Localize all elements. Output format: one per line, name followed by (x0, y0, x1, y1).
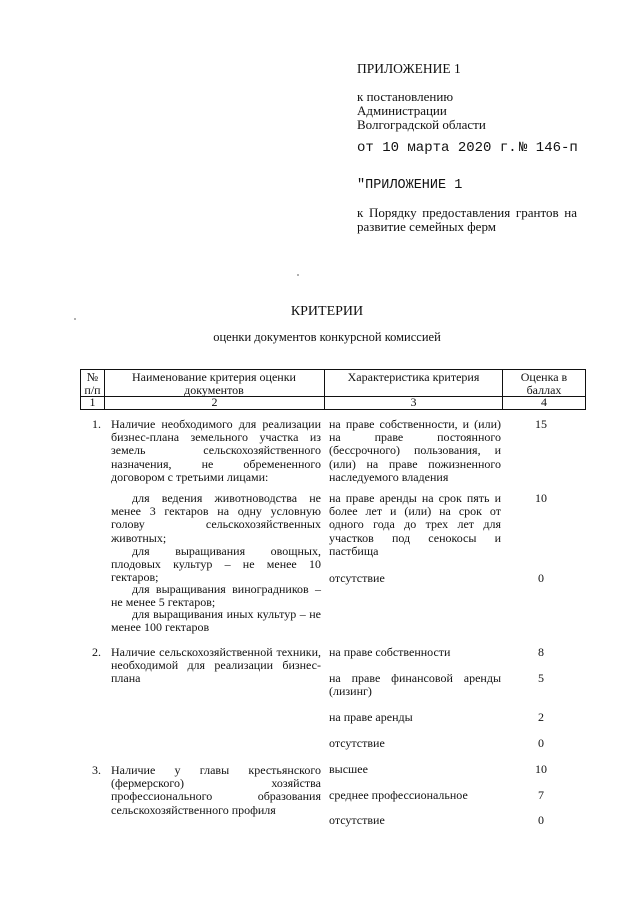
row-2-option-1: на праве собственности (329, 645, 451, 659)
table-right-border (585, 369, 586, 410)
column-header-characteristic: Характеристика критерия (347, 370, 480, 384)
decree-line-1: к постановлению (357, 89, 454, 104)
page-subtitle: оценки документов конкурсной комиссией (213, 330, 441, 344)
row-3-score-2: 7 (538, 788, 544, 802)
decree-line-3: Волгоградской области (357, 117, 486, 132)
procedure-reference: к Порядку предоставления грантов на развитие семейных ферм (357, 205, 577, 234)
decree-line-2: Администрации (357, 103, 447, 118)
column-number-3: 3 (410, 395, 417, 409)
row-1-option-1: на праве собственности, и (или) на праве постоянного (бессрочного) пользования, и (или) на праве пожизненного наследуемого владения (329, 417, 501, 484)
row-2-option-3: на праве аренды (329, 710, 413, 724)
column-header-criterion: Наименование критерия оценки документов (132, 370, 296, 398)
row-3-score-1: 10 (535, 762, 547, 776)
row-3-option-3: отсутствие (329, 813, 385, 827)
row-2-option-2: на праве финансовой аренды (лизинг) (329, 671, 501, 699)
appendix-label: ПРИЛОЖЕНИЕ 1 (357, 61, 461, 76)
decree-date: от 10 марта 2020 г. (357, 140, 517, 156)
column-number-4: 4 (541, 395, 547, 409)
row-3-score-3: 0 (538, 813, 544, 827)
row-1-number: 1. (92, 417, 101, 431)
row-1-option-2: на праве аренды на срок пять и более лет и (или) на срок от одного года до трех лет для участков под сенокосы и пастбища (329, 491, 501, 558)
row-1-score-2: 10 (535, 491, 547, 505)
row-1-criterion: Наличие необходимого для реализации бизнес-плана земельного участка из земель сельскохозяйственного назначения, не обремененного договором с третьими лицами: (111, 417, 321, 484)
row-3-option-1: высшее (329, 762, 368, 776)
row-1-note-3: для выращивания виноградников – не менее 5 гектаров; (111, 582, 321, 610)
row-2-criterion: Наличие сельскохозяйственной техники, необходимой для реализации бизнес-плана (111, 645, 321, 686)
column-header-num: № п/п (84, 370, 101, 398)
row-1-score-1: 15 (535, 417, 547, 431)
row-2-score-4: 0 (538, 736, 544, 750)
scan-speck (74, 318, 76, 320)
row-1-score-3: 0 (538, 571, 544, 585)
scan-speck (297, 274, 299, 276)
row-1-note-1: для ведения животноводства не менее 3 гектаров на одну условную голову сельскохозяйственных животных; (111, 491, 321, 545)
row-2-score-3: 2 (538, 710, 544, 724)
row-2-number: 2. (92, 645, 101, 659)
column-header-score: Оценка в баллах (520, 370, 568, 398)
row-2-score-1: 8 (538, 645, 544, 659)
row-3-option-2: среднее профессиональное (329, 788, 468, 802)
row-3-criterion: Наличие у главы крестьянского (фермерского) хозяйства профессионального образования сельскохозяйственного профиля (111, 763, 321, 817)
appendix-quote: "ПРИЛОЖЕНИЕ 1 (357, 178, 463, 193)
decree-number: № 146-п (519, 140, 578, 156)
column-number-1: 1 (89, 395, 96, 409)
page-title: КРИТЕРИИ (290, 304, 364, 319)
row-2-score-2: 5 (538, 671, 544, 685)
row-1-option-3: отсутствие (329, 571, 385, 585)
column-number-2: 2 (211, 395, 218, 409)
row-3-number: 3. (92, 763, 101, 777)
row-1-note-4: для выращивания иных культур – не менее 100 гектаров (111, 607, 321, 635)
row-1-note-2: для выращивания овощных, плодовых культур – не менее 10 гектаров; (111, 544, 321, 585)
row-2-option-4: отсутствие (329, 736, 385, 750)
